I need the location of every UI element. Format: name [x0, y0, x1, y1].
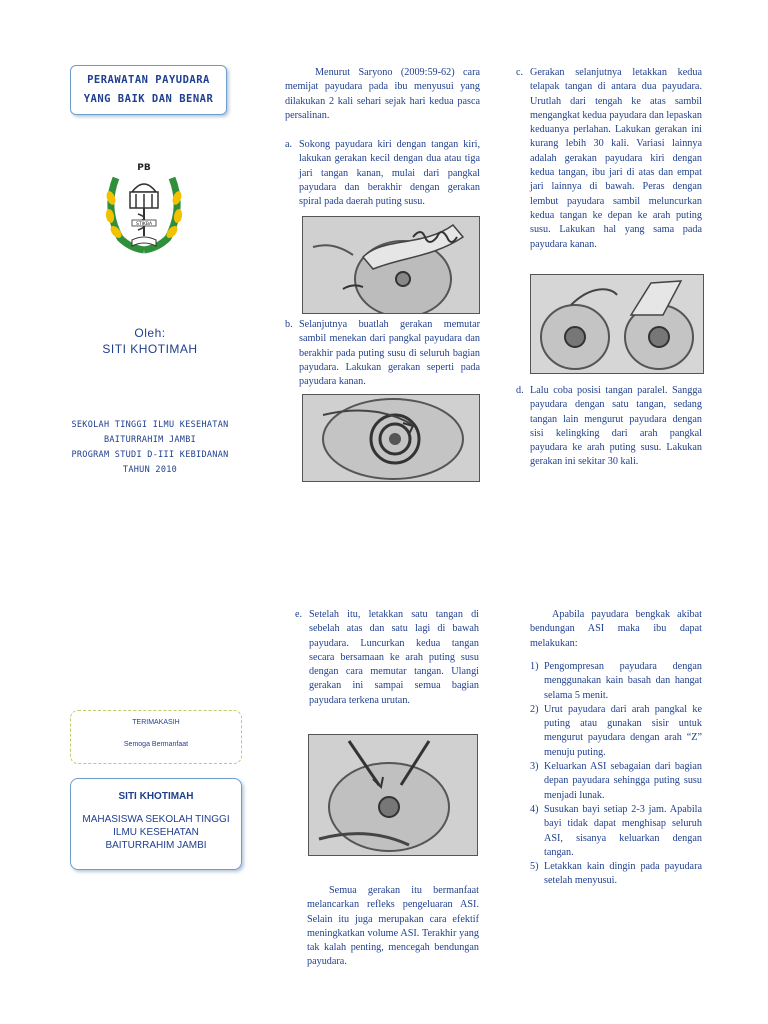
thanks-title: TERIMAKASIH: [132, 719, 180, 726]
step-d: [516, 384, 702, 470]
illustration-step-e: [308, 734, 478, 856]
thanks-subtitle: Semoga Bermanfaat: [123, 741, 189, 748]
step-a-marker: a.: [285, 139, 293, 150]
thanks-box: [70, 710, 242, 764]
title-box: [70, 65, 227, 115]
institution-line-4: TAHUN 2010: [122, 465, 178, 475]
list-item-text: Letakkan kain dingin pada payudara setelah menyusui.: [544, 861, 702, 887]
student-name: SITI KHOTIMAH: [118, 791, 194, 802]
illustration-step-c: [530, 274, 704, 374]
step-c-marker: c.: [516, 67, 524, 78]
illustration-step-a: [302, 216, 480, 314]
svg-text:PB: PB: [137, 163, 151, 173]
list-item-text: Urut payudara dari arah pangkal ke puting atau gunakan sisir untuk mengurut payudara dengan arah “Z” menuju puting.: [544, 703, 702, 758]
step-b: [285, 318, 480, 389]
list-item-marker: 2): [530, 703, 539, 715]
list-item-text: Keluarkan ASI sebagaian dari bagian depan payudara sehingga puting susu menjadi lunak.: [544, 761, 702, 801]
step-e-text: Setelah itu, letakkan satu tangan di sebelah atas dan satu lagi di bawah payudara. Luncurkan kedua tangan secara bersamaan ke arah puting susu dengan cara memutar tangan. Ulangi gerakan ini sampai semua bagian payudara terkena urutan.: [309, 609, 479, 706]
author-block: [70, 325, 230, 357]
list-item-text: Pengompresan payudara dengan menggunakan kain basah dan hangat selama 5 menit.: [544, 661, 702, 701]
list-item: [530, 803, 702, 860]
list-item: [530, 703, 702, 760]
by-label: Oleh:: [134, 326, 166, 340]
step-c: [516, 66, 702, 252]
step-b-text: Selanjutnya buatlah gerakan memutar sambil menekan dari pangkal payudara dan berakhir pada puting susu di seluruh bagian payudara. Lakukan gerakan seperti pada payudara kanan.: [299, 319, 480, 388]
institution-line-3: PROGRAM STUDI D-III KEBIDANAN: [71, 450, 229, 460]
institution-line-2: BAITURRAHIM JAMBI: [103, 435, 197, 445]
step-e: [295, 608, 479, 708]
step-d-text: Lalu coba posisi tangan paralel. Sangga payudara dengan satu tangan, sedang tangan lain mengurut payudara dengan sisi kelingking dari arah pangkal payudara ke arah puting susu. Lakukan gerakan ini sekitar 30 kali.: [530, 385, 702, 468]
list-item-marker: 4): [530, 803, 539, 815]
list-item-marker: 1): [530, 661, 539, 672]
step-b-marker: b.: [285, 319, 293, 330]
student-box: [70, 778, 242, 870]
intro-paragraph: Menurut Saryono (2009:59-62) cara memijat payudara pada ibu menyusui yang dilakukan 2 kali sehari sejak hari kedua pasca persalinan.: [285, 67, 480, 121]
illustration-step-b: [302, 394, 480, 482]
step-e-marker: e.: [295, 609, 303, 620]
closing-paragraph: Semua gerakan itu bermanfaat melancarkan refleks pengeluaran ASI. Selain itu juga merupakan cara efektif meningkatkan volume ASI. Terakhir yang tak kalah penting, mencegah bendungan payudara.: [307, 885, 479, 968]
list-item: [530, 660, 702, 703]
step-c-text: Gerakan selanjutnya letakkan kedua telapak tangan di antara dua payudara. Urutlah dari tengah ke atas sambil mengangkat kedua payudara dan lepaskan keduanya perlahan. Lakukan gerakan ini kurang lebih 30 kali. Variasi lainnya adalah gerakan payudara kiri dengan kedua tangan, ibu jari di atas dan empat jari lainnya di bawah. Peras dengan lembut payudara sambil meluncurkan kedua tangan ke depan ke arah puting susu. Lakukan hal yang sama pada payudara kanan.: [530, 67, 702, 250]
list-item-text: Susukan bayi setiap 2-3 jam. Apabila bayi tidak dapat menghisap seluruh ASI, sisanya keluarkan dengan tangan.: [544, 803, 702, 858]
list-item-marker: 5): [530, 861, 539, 873]
list-item: [530, 760, 702, 803]
student-description: MAHASISWA SEKOLAH TINGGI ILMU KESEHATAN BAITURRAHIM JAMBI: [82, 814, 230, 851]
svg-text:STIKBA: STIKBA: [135, 222, 153, 227]
step-d-marker: d.: [516, 385, 524, 396]
step-a-text: Sokong payudara kiri dengan tangan kiri, lakukan gerakan kecil dengan dua atau tiga jari tangan kanan, mulai dari pangkal payudara dan berakhir dengan gerakan spiral pada daerah puting susu.: [299, 139, 480, 208]
title-line-2: YANG BAIK DAN BENAR: [83, 93, 214, 105]
author-name: SITI KHOTIMAH: [102, 342, 198, 356]
list-item-marker: 3): [530, 761, 539, 773]
institution-line-1: SEKOLAH TINGGI ILMU KESEHATAN: [71, 420, 229, 430]
engorgement-list: [530, 660, 702, 889]
title-line-1: PERAWATAN PAYUDARA: [87, 74, 210, 86]
step-a: [285, 138, 480, 209]
stikba-logo: [102, 158, 186, 254]
list-item: [530, 860, 702, 889]
engorgement-intro: Apabila payudara bengkak akibat bendungan ASI maka ibu dapat melakukan:: [530, 609, 702, 649]
institution-block: [50, 418, 250, 478]
